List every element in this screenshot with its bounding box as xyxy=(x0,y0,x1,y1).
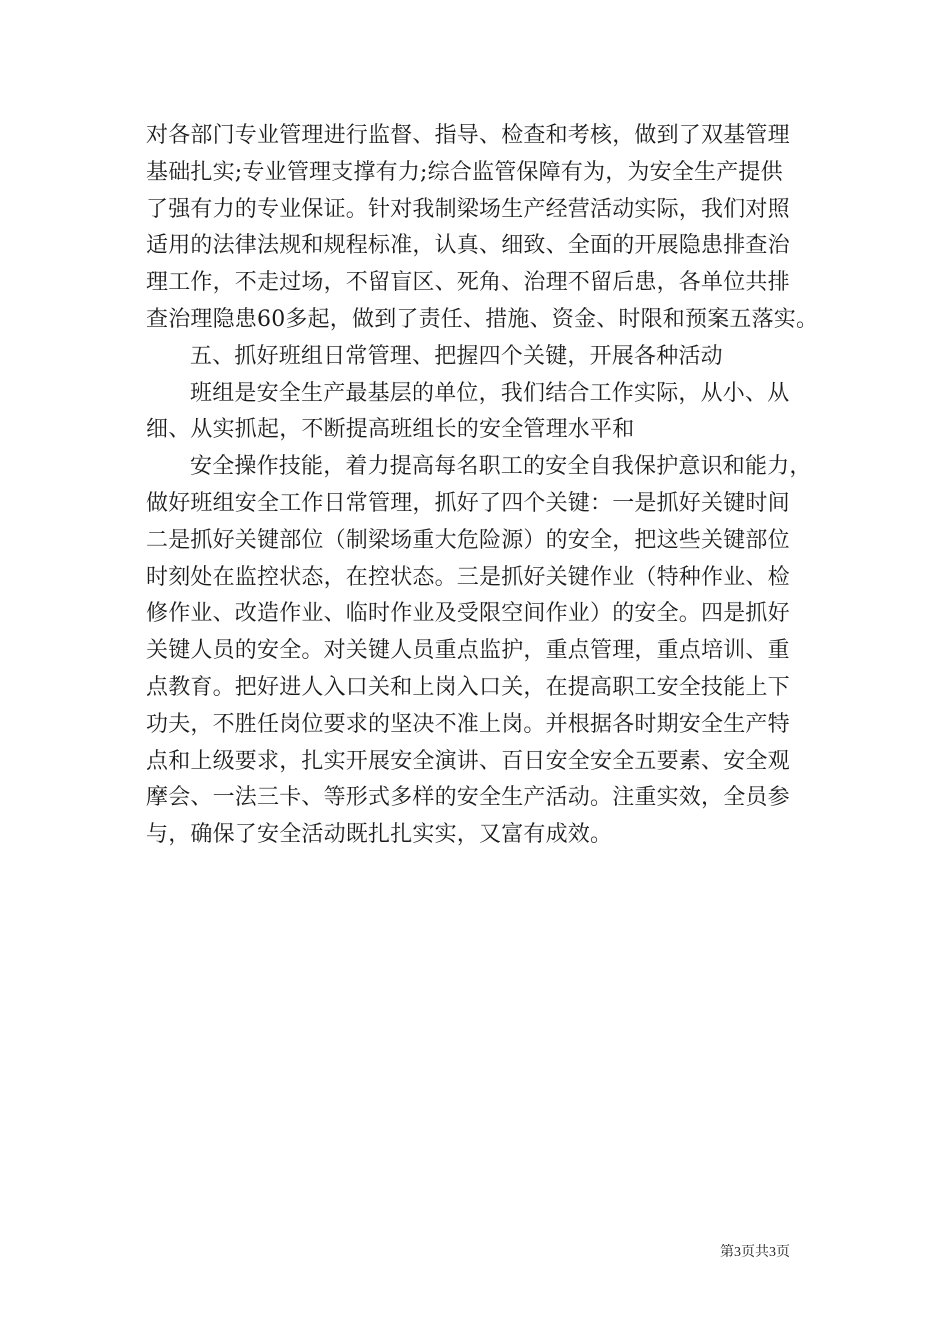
text-line: 查治理隐患60多起，做到了责任、措施、资金、时限和预案五落实。 xyxy=(146,306,819,332)
text-line: 安全操作技能，着力提高每名职工的安全自我保护意识和能力， xyxy=(190,454,812,480)
text-line: 基础扎实;专业管理支撑有力;综合监管保障有为，为安全生产提供 xyxy=(146,159,783,185)
text-line: 了强有力的专业保证。针对我制梁场生产经营活动实际，我们对照 xyxy=(146,196,790,222)
text-line: 关键人员的安全。对关键人员重点监护，重点管理，重点培训、重 xyxy=(146,638,790,664)
text-line: 班组是安全生产最基层的单位，我们结合工作实际，从小、从 xyxy=(190,380,790,406)
text-line: 修作业、改造作业、临时作业及受限空间作业）的安全。四是抓好 xyxy=(146,601,790,627)
section-heading: 五、抓好班组日常管理、把握四个关键，开展各种活动 xyxy=(190,343,723,369)
text-line: 功夫，不胜任岗位要求的坚决不准上岗。并根据各时期安全生产特 xyxy=(146,711,790,737)
document-body xyxy=(146,118,819,854)
text-line: 对各部门专业管理进行监督、指导、检查和考核，做到了双基管理 xyxy=(146,123,790,148)
text-line: 做好班组安全工作日常管理，抓好了四个关键：一是抓好关键时间 xyxy=(146,490,790,516)
text-line: 摩会、一法三卡、等形式多样的安全生产活动。注重实效，全员参 xyxy=(146,785,790,811)
text-line: 理工作，不走过场，不留盲区、死角、治理不留后患，各单位共排 xyxy=(146,270,790,296)
text-line: 时刻处在监控状态，在控状态。三是抓好关键作业（特种作业、检 xyxy=(146,564,790,590)
text-line: 点和上级要求，扎实开展安全演讲、百日安全安全五要素、安全观 xyxy=(146,748,790,774)
text-line: 点教育。把好进人入口关和上岗入口关，在提高职工安全技能上下 xyxy=(146,674,790,700)
text-line: 二是抓好关键部位（制梁场重大危险源）的安全，把这些关键部位 xyxy=(146,527,790,553)
text-line: 细、从实抓起，不断提高班组长的安全管理水平和 xyxy=(146,417,635,443)
page-number-footer: 第3页共3页 xyxy=(720,1245,790,1260)
text-line: 适用的法律法规和规程标准，认真、细致、全面的开展隐患排查治 xyxy=(146,233,790,259)
text-line: 与，确保了安全活动既扎扎实实，又富有成效。 xyxy=(146,822,613,848)
